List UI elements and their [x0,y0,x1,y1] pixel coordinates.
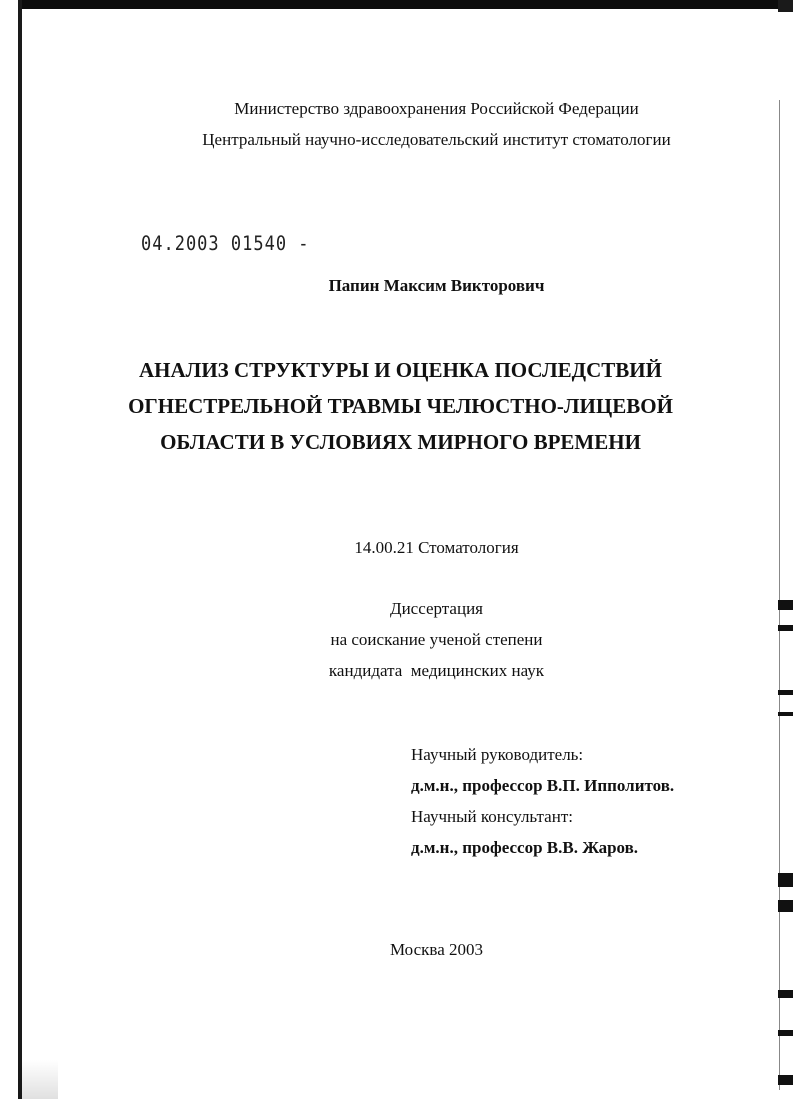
ministry-name: Министерство здравоохранения Российской Федерации [234,99,639,118]
degree-purpose: на соискание ученой степени [330,630,543,649]
scan-mark [778,873,793,887]
consultant-name: д.м.н., профессор В.В. Жаров. [411,838,639,857]
scan-mark [778,990,793,998]
scan-mark [778,690,793,695]
scan-mark [778,1030,793,1036]
dissertation-title [0,352,793,460]
title-line: ОБЛАСТИ В УСЛОВИЯХ МИРНОГО ВРЕМЕНИ [160,430,641,454]
registration-stamp: 04.2003 01540 - [141,232,310,256]
scan-mark [778,900,793,912]
scan-mark [778,712,793,716]
institute-name: Центральный научно-исследовательский институт стоматологии [202,130,671,149]
author-name: Папин Максим Викторович [328,276,545,295]
scan-mark [778,1075,793,1085]
specialty-code: 14.00.21 Стоматология [354,538,519,557]
degree-name: кандидата медицинских наук [328,661,545,680]
scan-top-edge [18,0,778,9]
scan-right-corner [778,0,793,12]
document-type: Диссертация [389,599,483,618]
consultant-label: Научный консультант: [411,807,573,826]
supervisor-name: д.м.н., профессор В.П. Ипполитов. [411,776,675,795]
supervisor-label: Научный руководитель: [411,745,584,764]
scan-smudge [18,1060,58,1099]
title-line: АНАЛИЗ СТРУКТУРЫ И ОЦЕНКА ПОСЛЕДСТВИЙ [139,358,662,382]
place-and-year: Москва 2003 [389,940,484,959]
scan-left-edge [18,0,22,1099]
title-line: ОГНЕСТРЕЛЬНОЙ ТРАВМЫ ЧЕЛЮСТНО-ЛИЦЕВОЙ [128,394,673,418]
